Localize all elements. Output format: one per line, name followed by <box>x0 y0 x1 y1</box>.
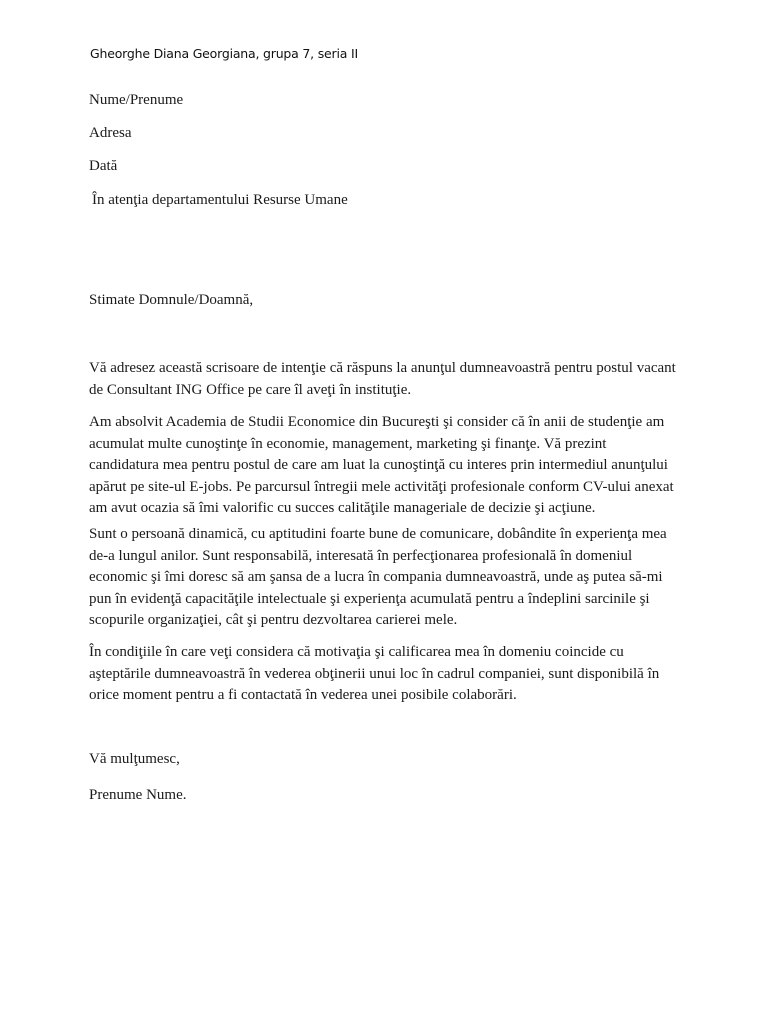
sender-name: Nume/Prenume <box>89 92 184 108</box>
paragraph-line: Sunt o persoană dinamică, cu aptitudini foarte bune de comunicare, dobândite în experienţa mea <box>89 526 667 542</box>
paragraph-line: aşteptările dumneavoastră în vederea obţinerii unui loc în cadrul companiei, sunt disponibilă în <box>89 665 660 682</box>
letter-date: Dată <box>89 158 118 174</box>
paragraph-line: pun în evidenţă capacităţile intelectuale şi experienţa acumulată pentru a îndeplini sarcinile şi <box>89 590 650 607</box>
paragraph-line: Am absolvit Academia de Studii Economice din Bucureşti şi consider că în anii de studenţie am <box>89 414 665 430</box>
paragraph-line: economic şi îmi doresc să am şansa de a lucra în compania dumneavoastră, unde aş putea să-mi <box>89 569 663 585</box>
author-header: Gheorghe Diana Georgiana, grupa 7, seria II <box>90 46 358 61</box>
paragraph-2 <box>89 412 689 520</box>
paragraph-line: scopurile organizaţiei, cât şi pentru dezvoltarea carierei mele. <box>89 612 458 628</box>
paragraph-line: de Consultant ING Office pe care îl aveţi în instituţie. <box>89 381 412 398</box>
sender-address: Adresa <box>89 125 132 141</box>
paragraph-3 <box>89 524 689 632</box>
paragraph-line: de-a lungul anilor. Sunt responsabilă, interesată în perfecţionarea profesională în domeniul <box>89 547 633 564</box>
paragraph-1 <box>89 358 689 401</box>
paragraph-line: candidatura mea pentru postul de care am luat la cunoştinţă cu interes prin intermediul anunţului <box>89 457 668 473</box>
paragraph-4 <box>89 642 689 707</box>
closing-thanks: Vă mulţumesc, <box>89 751 180 767</box>
greeting: Stimate Domnule/Doamnă, <box>89 292 254 308</box>
paragraph-line: orice moment pentru a fi contactată în vederea unei posibile colaborări. <box>89 687 517 703</box>
paragraph-line: acumulat multe cunoştinţe în economie, management, marketing şi finanţe. Vă prezint <box>89 435 607 452</box>
paragraph-line: apărut pe site-ul E-jobs. Pe parcursul întregii mele activităţi profesionale conform CV-ului anexat <box>89 478 674 495</box>
paragraph-line: În condiţiile în care veţi considera că motivaţia şi calificarea mea în domeniu coincide cu <box>89 644 624 660</box>
paragraph-line: am avut ocazia să îmi valorific cu succes calităţile manageriale de decizie şi acţiune. <box>89 500 596 516</box>
attention-line: În atenţia departamentului Resurse Umane <box>92 192 348 208</box>
signature: Prenume Nume. <box>89 787 187 803</box>
paragraph-line: Vă adresez această scrisoare de intenţie că răspuns la anunţul dumneavoastră pentru postul vacant <box>89 360 676 376</box>
